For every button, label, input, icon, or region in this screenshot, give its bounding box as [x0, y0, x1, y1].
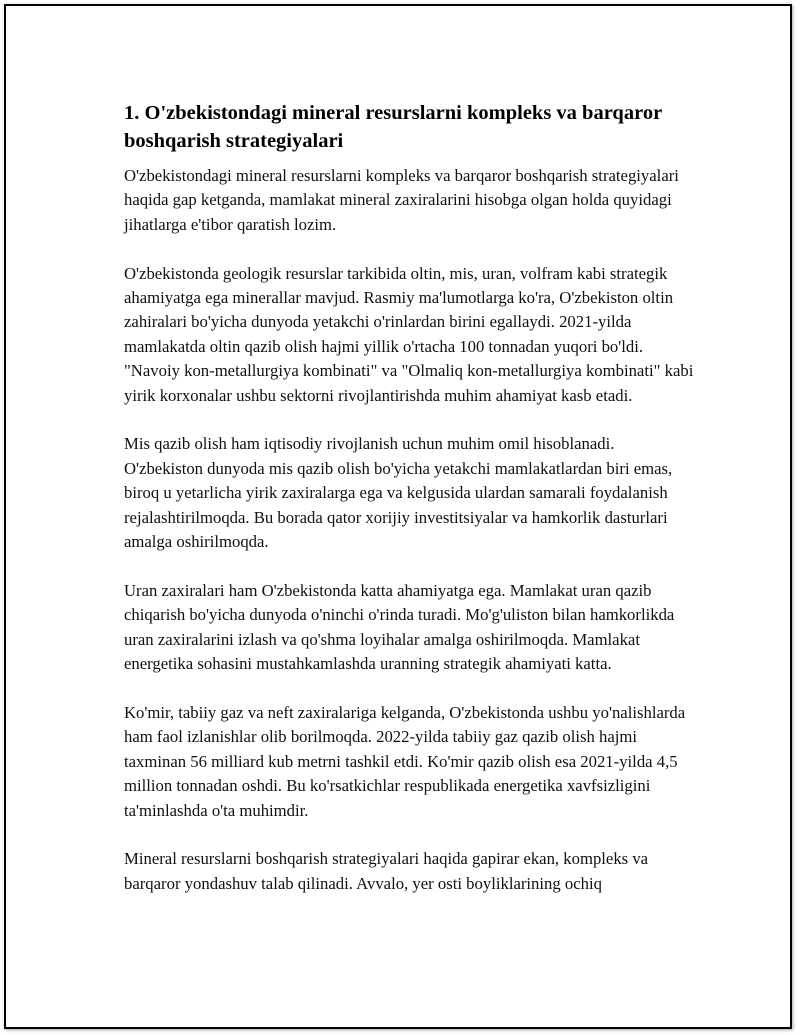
- paragraph-strategy: Mineral resurslarni boshqarish strategiyalari haqida gapirar ekan, kompleks va barqaror yondashuv talab qilinadi. Avvalo, yer osti boyliklarining ochiq: [124, 849, 649, 893]
- paragraph-uranium: Uran zaxiralari ham O'zbekistonda katta ahamiyatga ega. Mamlakat uran qazib chiqarish bo'yicha dunyoda o'ninchi o'rinda turadi. Mo'g'uliston bilan hamkorlikda uran zaxiralarini izlash va qo'shma loyihalar amalga oshirilmoqda. Mamlakat energetika sohasini mustahkamlashda uranning strategik ahamiyati katta.: [124, 580, 675, 674]
- paragraph-copper: Mis qazib olish ham iqtisodiy rivojlanish uchun muhim omil hisoblanadi. O'zbekiston dunyoda mis qazib olish bo'yicha yetakchi mamlakatlardan biri emas, biroq u yetarlicha yirik zaxiralarga ega va kelgusida ulardan samarali foydalanish rejalashtirilmoqda. Bu borada qator xorijiy investitsiyalar va hamkorlik dasturlari amalga oshirilmoqda.: [124, 434, 673, 552]
- paragraph-gold: O'zbekistonda geologik resurslar tarkibida oltin, mis, uran, volfram kabi strategik ahamiyatga ega minerallar mavjud. Rasmiy ma'lumotlarga ko'ra, O'zbekiston oltin zahiralari bo'yicha dunyoda yetakchi o'rinlardan birini egallaydi. 2021-yilda mamlakatda oltin qazib olish hajmi yillik o'rtacha 100 tonnadan yuqori bo'ldi. "Navoiy kon-metallurgiya kombinati" va "Olmaliq kon-metallurgiya kombinati" kabi yirik korxonalar ushbu sektorni rivojlantirishda muhim ahamiyat kasb etadi.: [124, 263, 694, 405]
- page-frame: [4, 4, 792, 1029]
- section-title: 1. O'zbekistondagi mineral resurslarni kompleks va barqaror boshqarish strategiyalari: [124, 102, 662, 152]
- paragraph-energy: Ko'mir, tabiiy gaz va neft zaxiralariga kelganda, O'zbekistonda ushbu yo'nalishlarda ham faol izlanishlar olib borilmoqda. 2022-yilda tabiiy gaz qazib olish hajmi taxminan 56 milliard kub metrni tashkil etdi. Ko'mir qazib olish esa 2021-yilda 4,5 million tonnadan oshdi. Bu ko'rsatkichlar respublikada energetika xavfsizligini ta'minlashda o'ta muhimdir.: [124, 702, 686, 820]
- paragraph-intro: O'zbekistondagi mineral resurslarni kompleks va barqaror boshqarish strategiyalari haqida gap ketganda, mamlakat mineral zaxiralarini hisobga olgan holda quyidagi jihatlarga e'tibor qaratish lozim.: [124, 166, 679, 234]
- document-body: [124, 99, 694, 921]
